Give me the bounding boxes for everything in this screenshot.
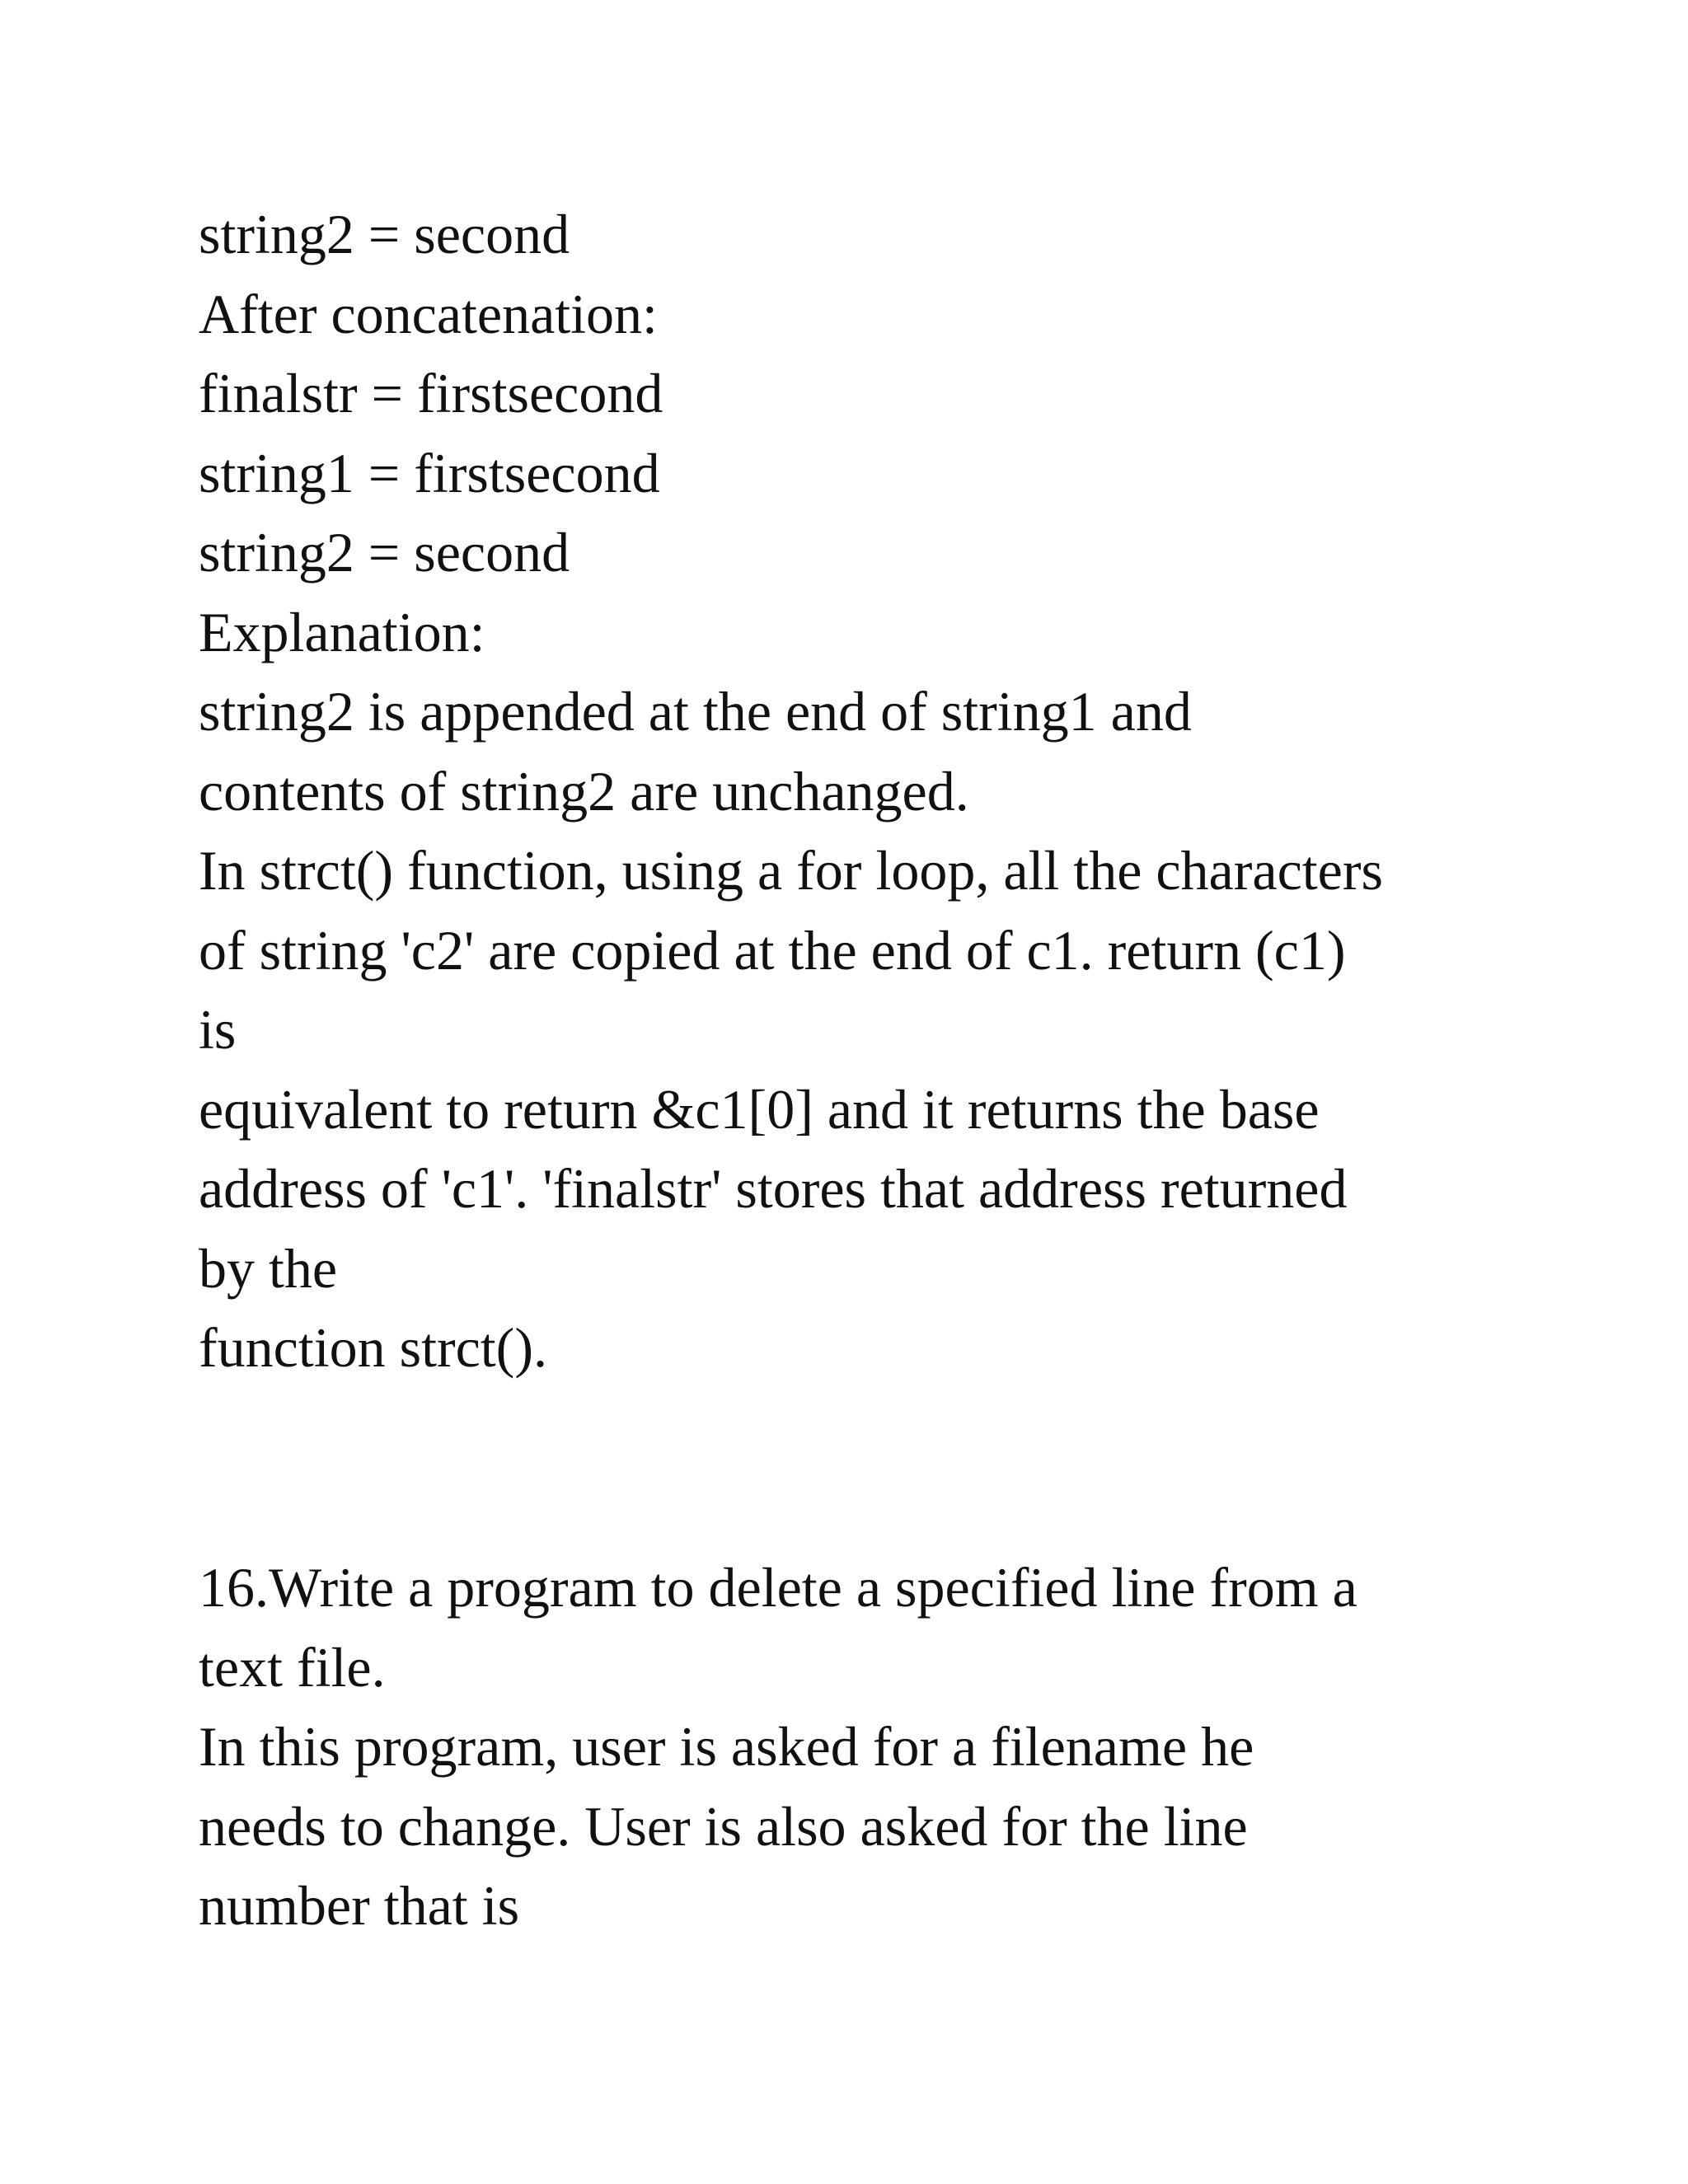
question-heading-line: text file.: [199, 1635, 386, 1699]
question-16-section: [199, 1548, 1550, 1946]
text-line: After concatenation:: [199, 282, 658, 345]
text-line: function strct().: [199, 1316, 547, 1379]
text-line: equivalent to return &c1[0] and it returns the base: [199, 1077, 1320, 1141]
text-line: of string 'c2' are copied at the end of c1. return (c1): [199, 918, 1346, 982]
text-line: In strct() function, using a for loop, all the characters: [199, 839, 1383, 902]
text-line: In this program, user is asked for a filename he: [199, 1715, 1254, 1778]
text-line: Explanation:: [199, 600, 485, 663]
question-heading-line: 16.Write a program to delete a specified line from a: [199, 1556, 1357, 1619]
text-line: needs to change. User is also asked for the line: [199, 1794, 1248, 1858]
text-line: number that is: [199, 1874, 520, 1937]
text-line: string2 = second: [199, 521, 570, 583]
text-line: contents of string2 are unchanged.: [199, 759, 969, 823]
text-line: string2 is appended at the end of string1 and: [199, 680, 1192, 743]
output-explanation-section: [199, 194, 1550, 1388]
text-line: address of 'c1'. 'finalstr' stores that address returned: [199, 1157, 1348, 1220]
text-line: by the: [199, 1236, 338, 1300]
text-line: string1 = firstsecond: [199, 441, 660, 504]
text-line: string2 = second: [199, 203, 570, 265]
text-line: finalstr = firstsecond: [199, 362, 663, 424]
text-line: is: [199, 998, 237, 1061]
